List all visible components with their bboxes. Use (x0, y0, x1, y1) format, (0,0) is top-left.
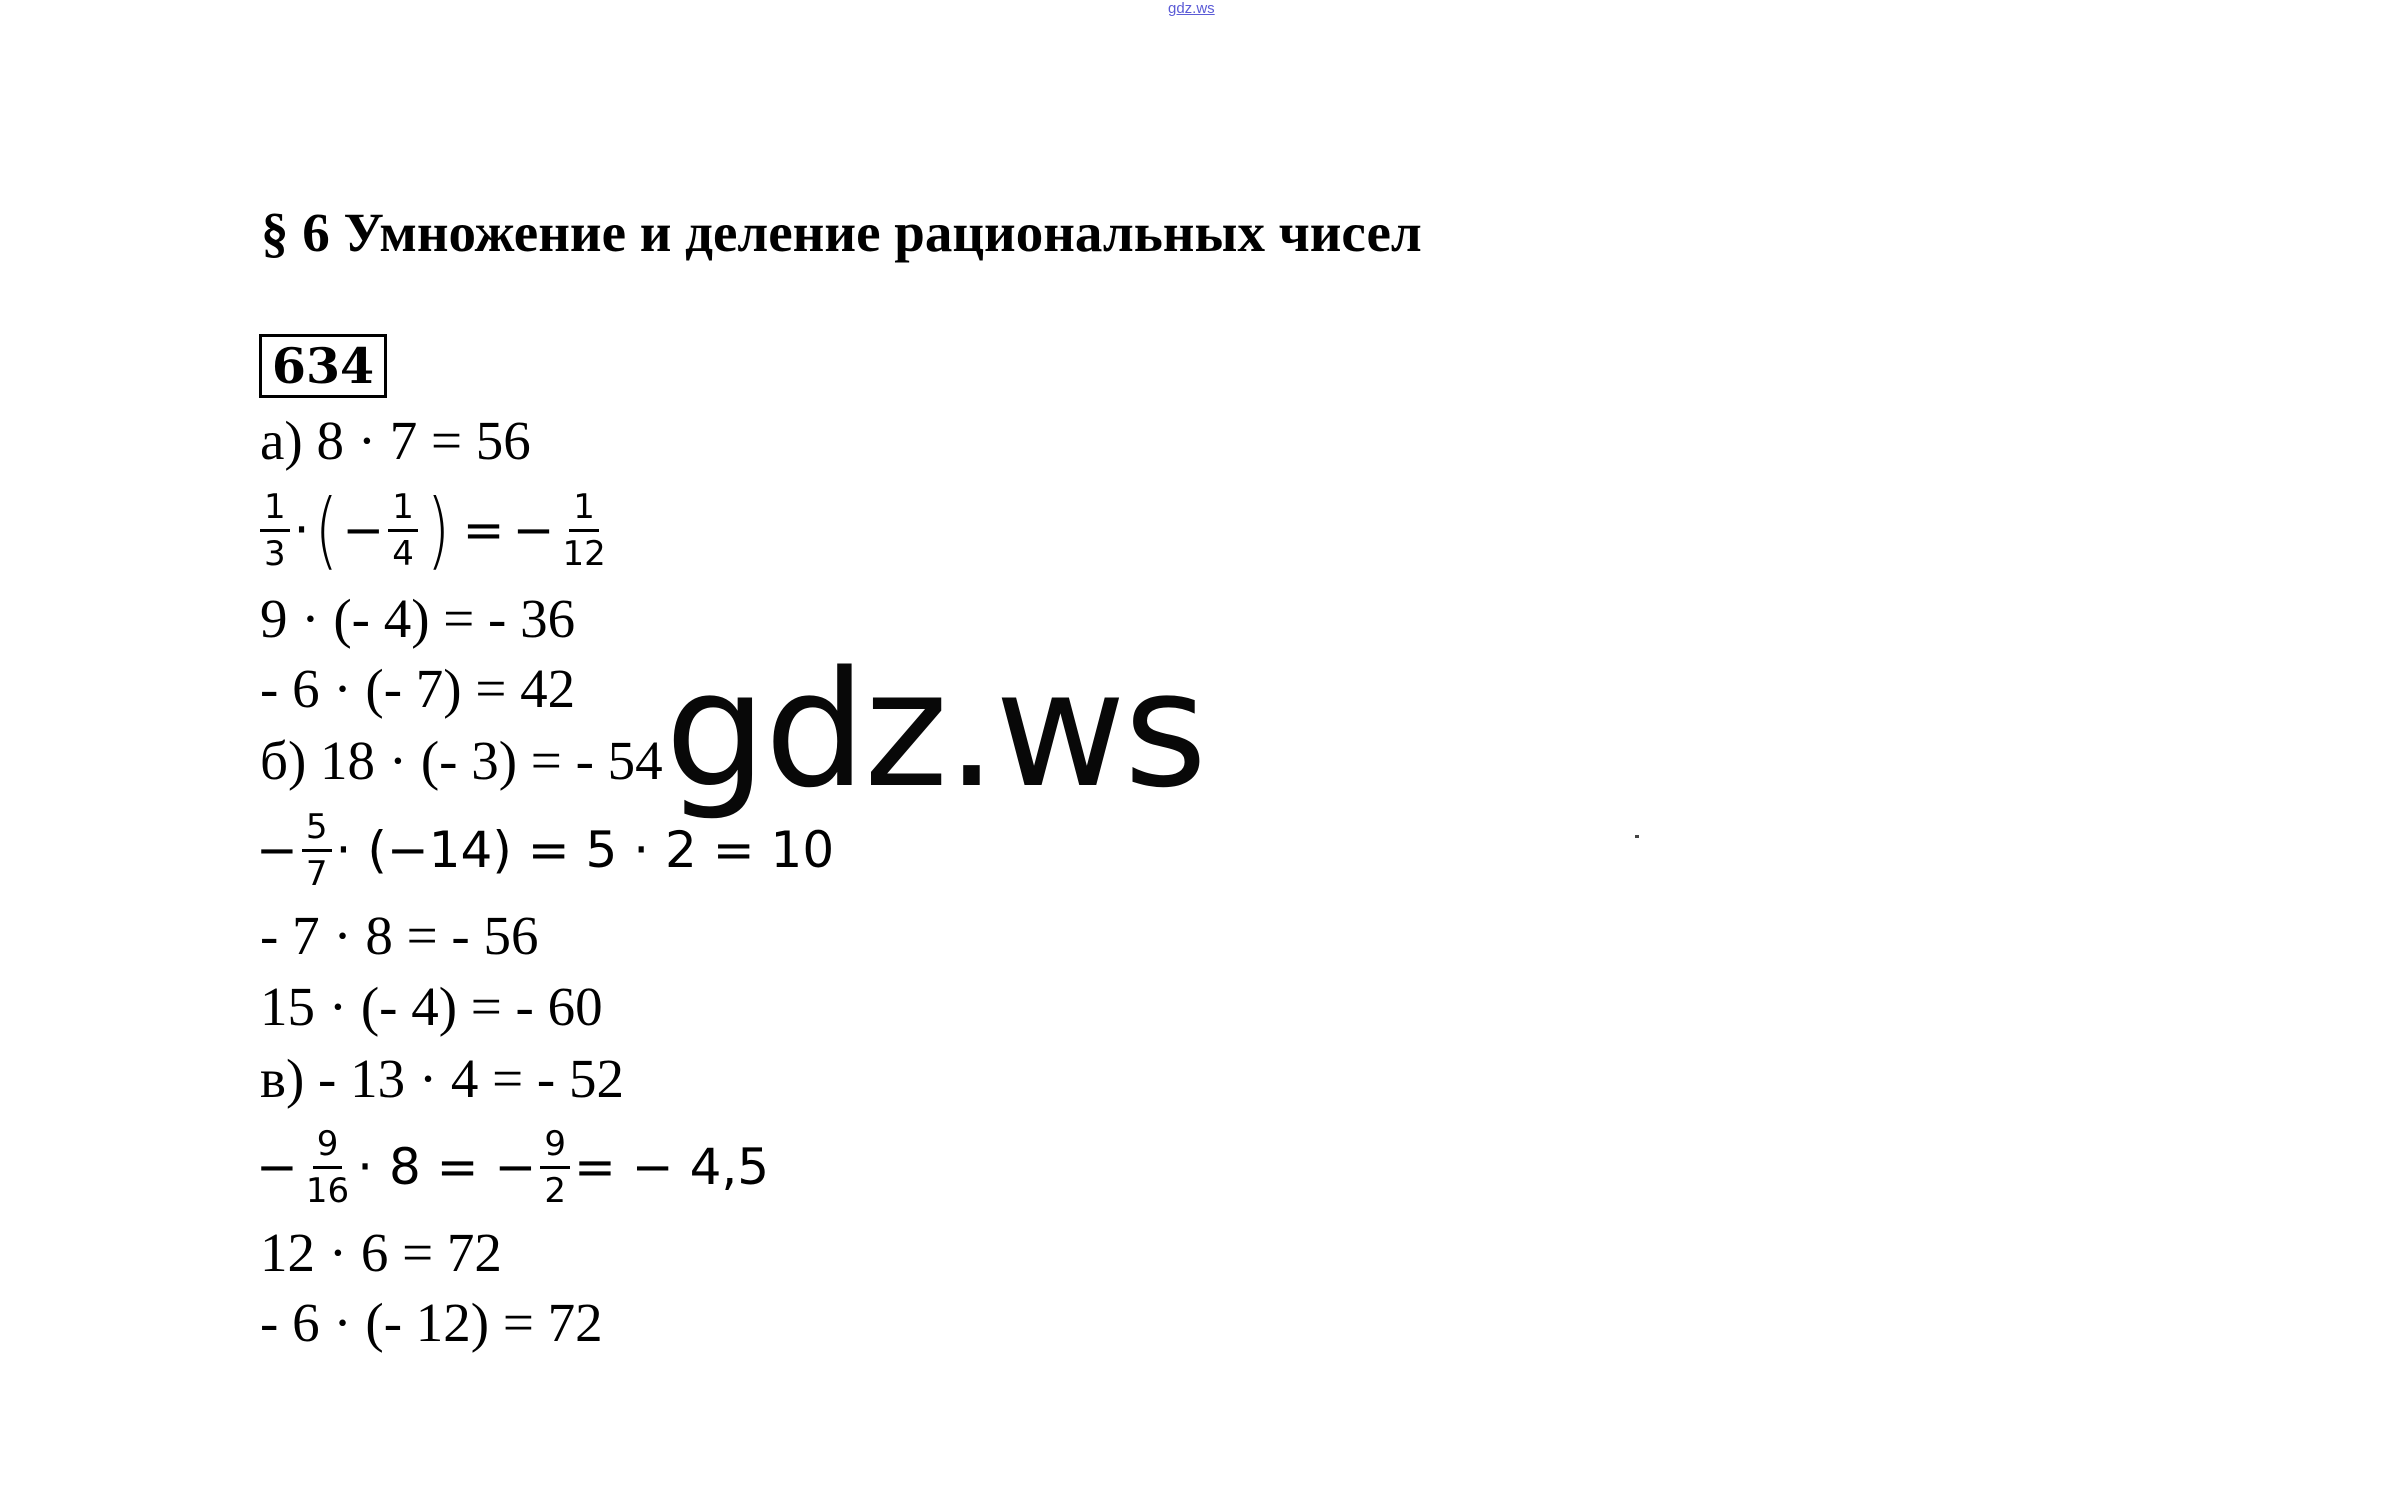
denominator: 4 (392, 533, 414, 574)
line-c3: 12 · 6 = 72 (260, 1222, 502, 1283)
line-b3: - 7 · 8 = - 56 (260, 905, 539, 966)
denominator: 16 (305, 1170, 350, 1211)
line-c4: - 6 · (- 12) = 72 (260, 1292, 603, 1353)
scan-speck (1635, 835, 1639, 838)
line-a1: а) 8 · 7 = 56 (260, 410, 531, 471)
denominator: 3 (264, 533, 286, 574)
fraction (540, 1124, 570, 1211)
task-number-box: 634 (259, 334, 387, 398)
section-heading: § 6 Умножение и деление рациональных чисел (261, 202, 1422, 263)
line-c1: в) - 13 · 4 = - 52 (260, 1048, 624, 1109)
expression-rest: = − 4,5 (574, 1138, 770, 1196)
watermark: gdz.ws (665, 636, 1206, 823)
line-a2 (256, 475, 614, 585)
line-b4: 15 · (- 4) = - 60 (260, 976, 603, 1037)
minus-sign: − (256, 1138, 298, 1196)
denominator: 2 (544, 1170, 566, 1211)
minus-sign: − (342, 501, 385, 559)
numerator: 9 (540, 1124, 570, 1169)
minus-sign: − (512, 501, 555, 559)
line-c2 (256, 1112, 769, 1222)
fraction (302, 807, 332, 894)
numerator: 1 (260, 487, 290, 532)
fraction (388, 487, 418, 574)
denominator: 12 (562, 533, 606, 574)
denominator: 7 (305, 853, 328, 894)
equals-sign: = (462, 501, 505, 559)
minus-sign: − (256, 821, 298, 879)
numerator: 9 (313, 1124, 343, 1169)
line-a4: - 6 · (- 7) = 42 (260, 658, 576, 719)
left-paren: ( (314, 481, 338, 579)
right-paren: ) (426, 481, 450, 579)
line-b1: б) 18 · (- 3) = - 54 (260, 730, 663, 791)
numerator: 1 (388, 487, 418, 532)
expression-middle: · 8 = − (357, 1138, 537, 1196)
site-link[interactable]: gdz.ws (1168, 0, 1215, 17)
numerator: 5 (302, 807, 332, 852)
fraction (558, 487, 609, 574)
line-a3: 9 · (- 4) = - 36 (260, 588, 576, 649)
numerator: 1 (569, 487, 599, 532)
fraction (302, 1124, 353, 1211)
fraction (260, 487, 290, 574)
expression-rest: · (−14) = 5 · 2 = 10 (335, 821, 835, 879)
dot-operator: · (293, 501, 310, 559)
